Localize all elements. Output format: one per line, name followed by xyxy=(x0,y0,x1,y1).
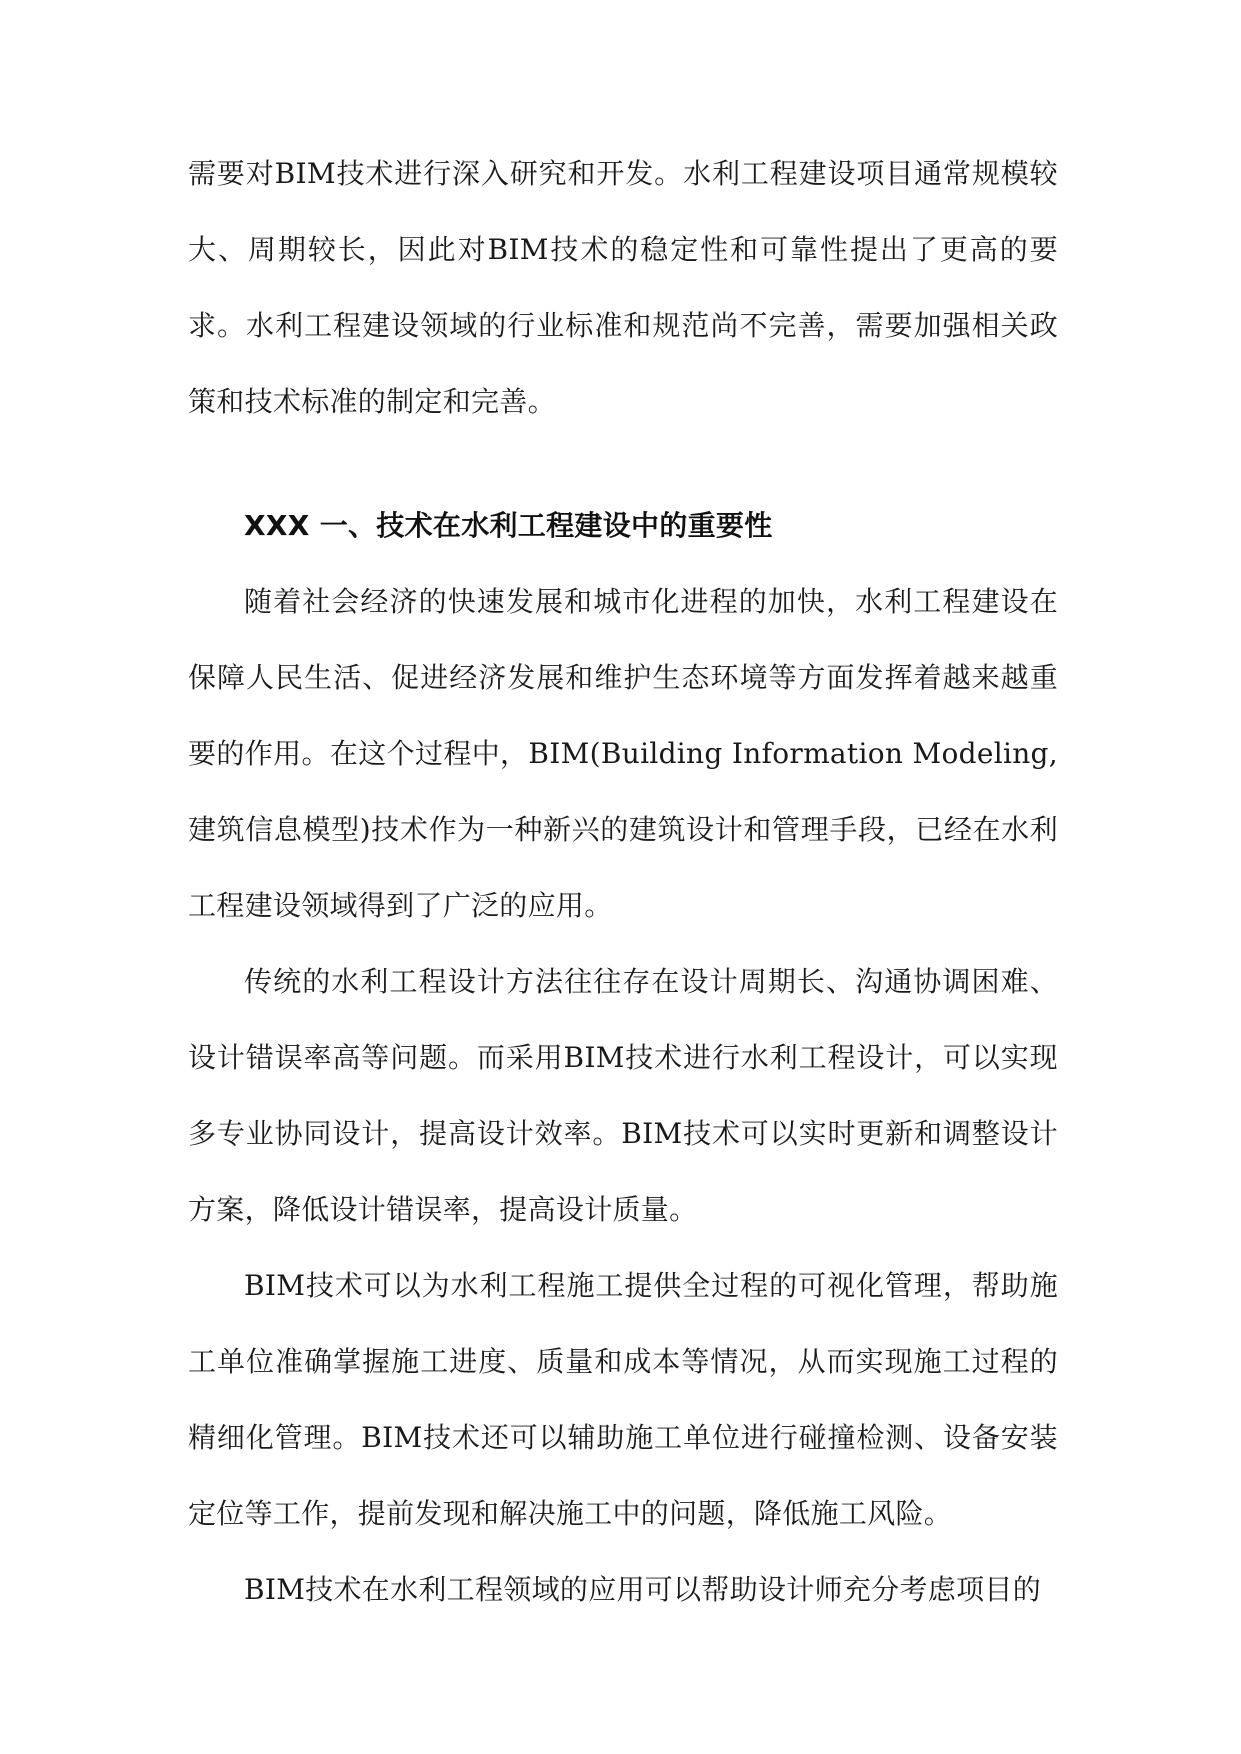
paragraph-importance: 随着社会经济的快速发展和城市化进程的加快，水利工程建设在保障人民生活、促进经济发展和维护生态环境等方面发挥着越来越重要的作用。在这个过程中，BIM(Building Information Modeling,建筑信息模型)技术作为一种新兴的建筑设计和管理手段，已经在水利工程建设领域得到了广泛的应用。 xyxy=(188,585,1058,922)
section-heading: XXX 一、技术在水利工程建设中的重要性 xyxy=(244,509,773,542)
paragraph-application: BIM技术在水利工程领域的应用可以帮助设计师充分考虑项目的 xyxy=(244,1573,1042,1606)
document-body xyxy=(188,136,1058,1628)
paragraph-design: 传统的水利工程设计方法往往存在设计周期长、沟通协调困难、设计错误率高等问题。而采用BIM技术进行水利工程设计，可以实现多专业协同设计，提高设计效率。BIM技术可以实时更新和调整设计方案，降低设计错误率，提高设计质量。 xyxy=(188,965,1058,1226)
paragraph-construction: BIM技术可以为水利工程施工提供全过程的可视化管理，帮助施工单位准确掌握施工进度、质量和成本等情况，从而实现施工过程的精细化管理。BIM技术还可以辅助施工单位进行碰撞检测、设备安装定位等工作，提前发现和解决施工中的问题，降低施工风险。 xyxy=(188,1269,1058,1530)
paragraph-continued: 需要对BIM技术进行深入研究和开发。水利工程建设项目通常规模较大、周期较长，因此对BIM技术的稳定性和可靠性提出了更高的要求。水利工程建设领域的行业标准和规范尚不完善，需要加强相关政策和技术标准的制定和完善。 xyxy=(188,157,1058,418)
